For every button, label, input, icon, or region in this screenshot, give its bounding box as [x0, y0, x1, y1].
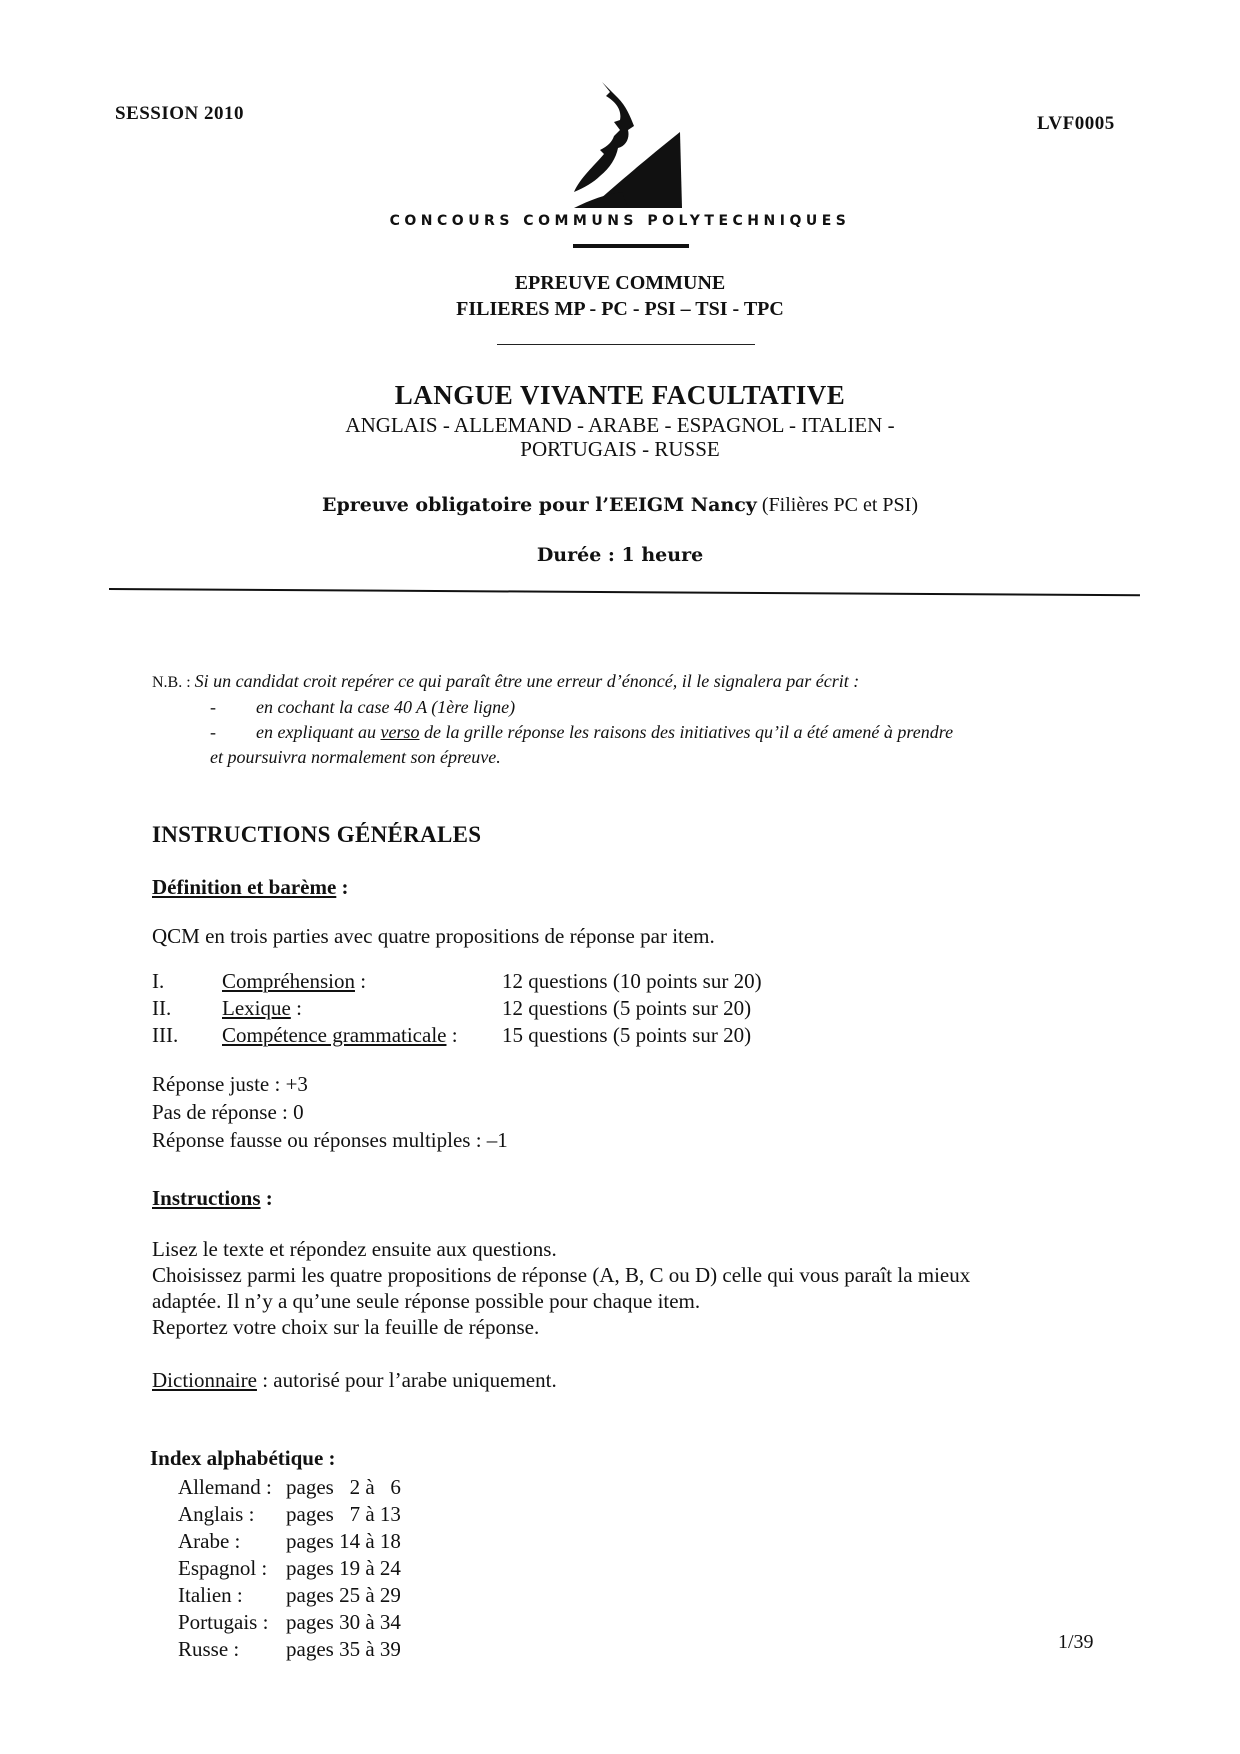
part-detail: 15 questions (5 points sur 20): [502, 1023, 752, 1047]
index-pages: pages 35 à 39: [286, 1637, 401, 1661]
part-name: Compréhension: [222, 969, 355, 993]
subject-title: LANGUE VIVANTE FACULTATIVE: [394, 380, 846, 410]
languages-line-2: PORTUGAIS - RUSSE: [520, 437, 720, 461]
instruction-line: Reportez votre choix sur la feuille de réponse.: [152, 1315, 540, 1339]
part-number: I.: [152, 969, 165, 993]
index-pages: pages 30 à 34: [286, 1610, 401, 1634]
dictionary-note: [152, 1368, 557, 1393]
index-entry: [178, 1528, 478, 1555]
exam-code: LVF0005: [1037, 113, 1115, 134]
definition-heading-colon: :: [336, 875, 349, 899]
index-entry: [178, 1636, 478, 1663]
page-number: 1/39: [1058, 1631, 1094, 1653]
nb-label: N.B. :: [152, 674, 195, 691]
part-number: II.: [152, 996, 172, 1020]
instructions-heading-text: Instructions: [152, 1186, 261, 1210]
instruction-line: Lisez le texte et répondez ensuite aux questions.: [152, 1237, 557, 1261]
qcm-description: QCM en trois parties avec quatre propositions de réponse par item.: [152, 924, 715, 948]
index-heading: Index alphabétique :: [150, 1446, 336, 1470]
ccp-logo-icon: [570, 80, 690, 210]
divider-long: [109, 588, 1140, 596]
part-row: [152, 995, 832, 1022]
index-list: [178, 1474, 478, 1663]
index-entry: [178, 1609, 478, 1636]
index-pages: pages 2 à 6: [286, 1475, 401, 1499]
obligatoire-line: [0, 494, 1240, 517]
definition-heading-text: Définition et barème: [152, 875, 337, 899]
part-row: [152, 968, 832, 995]
nb-line-last: et poursuivra normalement son épreuve.: [210, 747, 501, 767]
divider-short: [497, 344, 755, 345]
instructions-heading: [152, 1186, 273, 1211]
dictionary-text: : autorisé pour l’arabe uniquement.: [256, 1368, 557, 1392]
part-sep: :: [446, 1023, 458, 1047]
nb-line-1: Si un candidat croit repérer ce qui paraît être une erreur d’énoncé, il le signalera par écrit :: [194, 671, 860, 691]
dictionary-label: Dictionnaire: [152, 1368, 257, 1392]
instructions-generales-heading: INSTRUCTIONS GÉNÉRALES: [152, 822, 482, 847]
obligatoire-bold: Epreuve obligatoire pour l’EEIGM Nancy: [322, 494, 757, 516]
languages-line-1: ANGLAIS - ALLEMAND - ARABE - ESPAGNOL - ITALIEN -: [345, 413, 895, 437]
duration: Durée : 1 heure: [536, 544, 704, 566]
index-pages: pages 14 à 18: [286, 1529, 401, 1553]
index-pages: pages 7 à 13: [286, 1502, 401, 1526]
nb-item-2-pre: en expliquant au: [256, 722, 381, 742]
index-language: Portugais :: [178, 1610, 269, 1634]
obligatoire-rest: (Filières PC et PSI): [756, 494, 918, 516]
index-entry: [178, 1582, 478, 1609]
session-label: SESSION 2010: [115, 103, 245, 124]
part-row: [152, 1022, 832, 1049]
index-language: Russe :: [178, 1637, 240, 1661]
index-entry: [178, 1474, 478, 1501]
filieres-line: FILIERES MP - PC - PSI – TSI - TPC: [456, 298, 784, 320]
definition-heading: [152, 875, 349, 900]
index-language: Arabe :: [178, 1529, 241, 1553]
index-language: Allemand :: [178, 1475, 272, 1499]
parts-table: [152, 968, 832, 1049]
nb-item-2-post: de la grille réponse les raisons des initiatives qu’il a été amené à prendre: [419, 722, 954, 742]
index-pages: pages 19 à 24: [286, 1556, 401, 1580]
index-language: Anglais :: [178, 1502, 255, 1526]
part-sep: :: [354, 969, 367, 993]
epreuve-title: EPREUVE COMMUNE: [514, 272, 726, 294]
scoring-line: Réponse juste : +3: [152, 1072, 308, 1096]
index-language: Italien :: [178, 1583, 243, 1607]
part-name: Compétence grammaticale: [222, 1023, 447, 1047]
instructions-body: [152, 1236, 1112, 1340]
nb-notice: N.B. : Si un candidat croit repérer ce qui paraît être une erreur d’énoncé, il le signalera par écrit : - en cochant la case 40 A (1ère ligne) - en expliquant au verso de la grille réponse les raisons des initiatives qu’il a été amené à prendre et poursuivra normalement son épreuve.: [152, 671, 954, 767]
index-language: Espagnol :: [178, 1556, 268, 1580]
scoring-line: Pas de réponse : 0: [152, 1100, 304, 1124]
part-name: Lexique: [222, 996, 291, 1020]
instruction-line: Choisissez parmi les quatre propositions de réponse (A, B, C ou D) celle qui vous paraît la mieux: [152, 1263, 971, 1287]
nb-item-2-verso: verso: [380, 722, 420, 742]
index-pages: pages 25 à 29: [286, 1583, 401, 1607]
instructions-heading-colon: :: [260, 1186, 273, 1210]
nb-item-1: en cochant la case 40 A (1ère ligne): [256, 697, 516, 717]
brand-underline: [573, 244, 689, 248]
scoring-line: Réponse fausse ou réponses multiples : –1: [152, 1128, 508, 1152]
brand-name: CONCOURS COMMUNS POLYTECHNIQUES: [389, 213, 851, 229]
index-entry: [178, 1501, 478, 1528]
part-detail: 12 questions (5 points sur 20): [502, 996, 752, 1020]
scoring-rules: [152, 1070, 508, 1154]
part-detail: 12 questions (10 points sur 20): [502, 969, 762, 993]
index-entry: [178, 1555, 478, 1582]
part-number: III.: [152, 1023, 179, 1047]
part-sep: :: [290, 996, 302, 1020]
instruction-line: adaptée. Il n’y a qu’une seule réponse possible pour chaque item.: [152, 1289, 701, 1313]
